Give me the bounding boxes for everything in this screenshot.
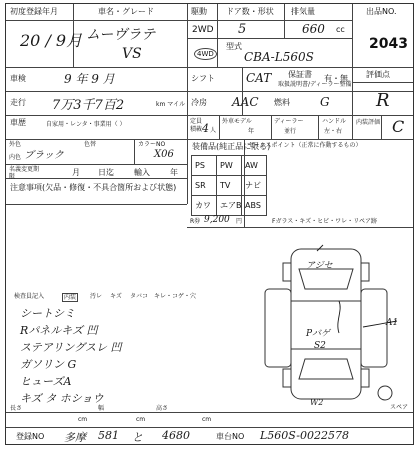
inspector-line: ガソリン G [20, 358, 77, 371]
equipment-item: カワ [195, 201, 211, 210]
rule [318, 115, 319, 139]
rule [187, 38, 352, 39]
reg-area: 多摩 [64, 431, 86, 444]
reg-class: 581 [98, 429, 119, 442]
spare-label: スペア [390, 404, 409, 411]
rule [6, 164, 187, 165]
warranty-label: 保証書 [288, 70, 312, 79]
reg-no-label: 登録NO [16, 432, 45, 441]
warranty-sub: 取扱説明書/ディーラー整備 [278, 81, 352, 88]
dealer-value: 並行 [284, 128, 297, 135]
inspector-option: キレ・コゲ・穴 [154, 293, 196, 300]
model-value: CBA-L560S [244, 50, 314, 64]
r-ticket-label: R券 [190, 218, 201, 225]
diag-rear-note: W2 [310, 398, 324, 407]
rule [271, 115, 272, 139]
score-label: 評価点 [366, 70, 390, 79]
chassis-value: L560S-0022578 [260, 429, 349, 442]
grade-value: VS [122, 46, 142, 62]
color-no-label: カラーNO [138, 141, 166, 148]
interior-label: 内装評価 [356, 119, 381, 126]
equipment-item: エアB [220, 201, 242, 210]
door-label: ドア数・形状 [226, 7, 274, 16]
first-reg-value: 20 / 9月 [20, 31, 83, 50]
rule [352, 4, 353, 139]
equipment-label: 装備品(純正品に限る) [192, 142, 271, 151]
fuel-label: 燃料 [274, 98, 290, 107]
car-name-label: 車名・グレード [98, 7, 154, 16]
inspector-line: キズ タ ホショウ [20, 392, 104, 405]
sales-point-label: セールスポイント（正常に作動するもの） [248, 142, 362, 149]
height-label: 高さ [156, 405, 169, 412]
inspection-label: 車検 [10, 74, 26, 83]
inspector-line: シートシミ [20, 307, 75, 320]
reg-number: 4680 [162, 429, 190, 442]
height-unit: cm [202, 416, 212, 423]
rule [134, 139, 135, 164]
width-unit: cm [136, 416, 146, 423]
equipment-item: PS [195, 161, 205, 170]
equipment-item: AW [245, 161, 258, 170]
color-no-value: X06 [154, 149, 174, 160]
equipment-cell [241, 155, 267, 176]
diag-front-note: アジセ [306, 261, 333, 271]
width-label: 幅 [98, 405, 105, 412]
car-body-outline [291, 249, 361, 399]
inspection-value: 9 年 9 月 [64, 72, 115, 86]
capacity-label: 定員 [190, 118, 203, 125]
equipment-item: ABS [245, 201, 261, 210]
capacity-value: 4 [202, 122, 209, 135]
inspector-line: ステアリングスレ 凹 [20, 341, 122, 354]
equipment-cell [191, 195, 217, 216]
model-label: 型式 [226, 42, 242, 51]
equipment-cell [191, 155, 217, 176]
reg-kana: と [132, 431, 143, 444]
drive-value: 2WD [192, 25, 214, 35]
inspector-option: キズ [110, 293, 122, 300]
capacity-unit: 人 [210, 127, 217, 134]
shift-value: CAT [246, 71, 272, 85]
r-ticket-value: 9,200 [204, 215, 230, 225]
ac-label: 冷房 [191, 98, 207, 107]
fuel-value: G [320, 95, 330, 109]
notes-label: 注意事項(欠品・修復・不具合箇所および状態) [10, 183, 177, 192]
equipment-cell [191, 175, 217, 196]
history-value: 自家用・レンタ・事業用（ ） [46, 121, 126, 128]
length-label: 長さ [10, 405, 23, 412]
wheel-fr [361, 263, 369, 281]
inspector-label: 検査員記入 [14, 293, 45, 300]
mileage-value: 7万3千7百2 [52, 98, 125, 113]
equipment-item: TV [220, 181, 231, 190]
ac-value: AAC [232, 95, 259, 109]
length-unit: cm [78, 416, 88, 423]
inspector-line: ヒューズA [20, 375, 72, 388]
mileage-unit: km マイル [156, 101, 186, 108]
capacity-sub: 積載 [190, 126, 203, 133]
drive-label: 駆動 [191, 7, 207, 16]
diag-mid-note2: S2 [314, 341, 326, 351]
rear-window [299, 359, 353, 379]
chassis-label: 車台NO [216, 432, 245, 441]
history-label: 車歴 [10, 118, 26, 127]
displacement-value: 660 [302, 22, 325, 36]
equipment-item: SR [195, 181, 206, 190]
change-date-label: 名義変更期限 [9, 166, 40, 180]
import-year: 年 [170, 168, 178, 177]
equipment-item: PW [220, 161, 233, 170]
equipment-cell [216, 175, 242, 196]
rule [6, 139, 413, 140]
wheel-rr [361, 369, 369, 387]
warranty-value: 有・無 [324, 74, 348, 83]
wheel-rl [283, 369, 291, 387]
rule [284, 4, 285, 38]
wheel-fl [283, 263, 291, 281]
handle-label: ハンドル [322, 118, 347, 125]
equipment-cell [216, 195, 242, 216]
left-side-outline [265, 289, 291, 367]
listing-no-label: 出品NO. [366, 7, 397, 16]
dealer-label: ディーラー [274, 118, 304, 125]
mark-line [317, 245, 323, 251]
foreign-sub: 年 [248, 128, 255, 135]
right-side-outline [361, 289, 387, 367]
import-label: 輸入 [134, 168, 150, 177]
4wd-mark: 4WD [194, 48, 217, 60]
inspector-option: タバコ [130, 293, 148, 300]
equipment-cell [216, 155, 242, 176]
diag-mid-note1: Pバゲ [306, 329, 331, 339]
rule [6, 20, 352, 21]
listing-no-value: 2043 [369, 36, 408, 52]
rule [352, 82, 413, 83]
inspector-option: 汚レ [90, 293, 103, 300]
r-ticket-unit: 円 [236, 218, 243, 225]
mileage-label: 走行 [10, 98, 26, 107]
diag-side-note: A1 [386, 318, 399, 328]
change-month: 月 [72, 168, 80, 177]
shift-label: シフト [191, 74, 215, 83]
int-color-label: 内色 [9, 154, 22, 161]
rule [187, 4, 188, 204]
change-day: 日迄 [98, 168, 114, 177]
rule [6, 427, 413, 428]
displacement-label: 排気量 [291, 7, 315, 16]
mark-line [338, 301, 340, 333]
ext-color-value: ブラック [24, 150, 64, 161]
rule [6, 412, 413, 413]
ext-color-label: 外色 [9, 141, 22, 148]
interior-value: C [392, 117, 405, 136]
handle-value: 左・右 [324, 128, 343, 135]
equipment-cell [241, 195, 267, 216]
rule [6, 204, 187, 205]
first-reg-label: 初度登録年月 [10, 7, 58, 16]
equipment-item: ナビ [245, 181, 261, 190]
windshield [299, 269, 353, 289]
door-value: 5 [238, 22, 247, 37]
rule [381, 115, 382, 139]
displacement-unit: cc [336, 25, 345, 34]
color-change-label: 色替 [84, 141, 97, 148]
rule [219, 115, 220, 139]
car-name-value: ムーヴラテ [86, 27, 156, 43]
inspector-line: Rパネルキズ 凹 [20, 324, 98, 337]
auction-sheet [5, 3, 414, 445]
inspector-option: 内装 [64, 294, 77, 301]
spare-tire [378, 386, 392, 400]
rule [187, 227, 413, 228]
score-value: R [376, 90, 390, 111]
rule [217, 4, 218, 67]
foreign-label: 外車モデル [222, 118, 252, 125]
equipment-cell [241, 175, 267, 196]
r-ticket-note: Fガラス・キズ・ヒビ・ワレ・リペア跡 [272, 218, 378, 225]
